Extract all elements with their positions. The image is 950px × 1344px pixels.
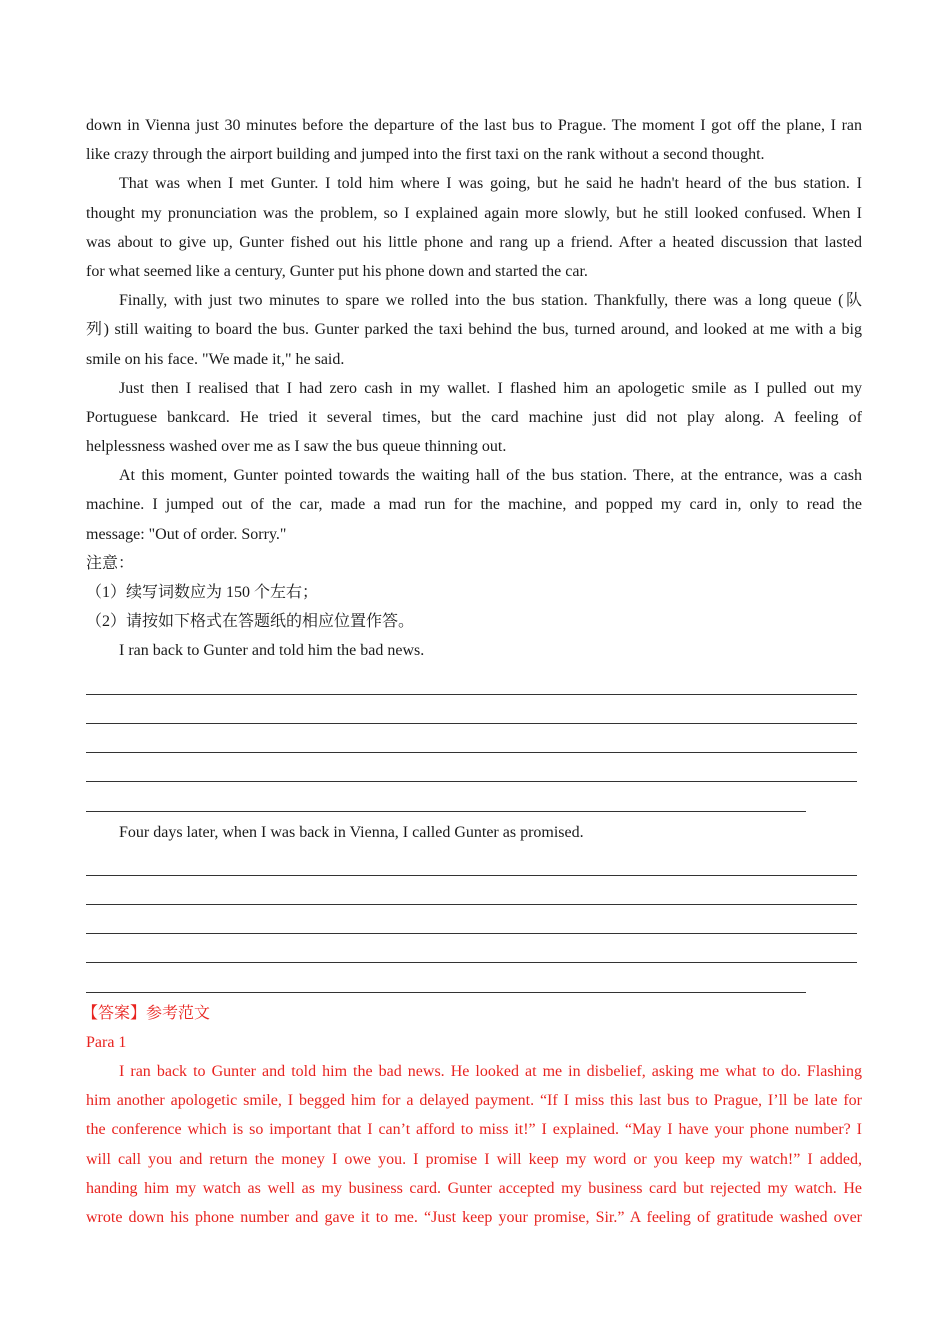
- story-line: At this moment, Gunter pointed towards the waiting hall of the bus station. There, at the entrance, was a cash: [119, 467, 862, 485]
- para2-start-sentence: Four days later, when I was back in Vienna, I called Gunter as promised.: [119, 823, 584, 841]
- story-line: was about to give up, Gunter fished out his little phone and rang up a friend. After a heated discussion that lasted: [86, 233, 862, 251]
- answer-line-text: handing him my watch as well as my business card. Gunter accepted my business card but rejected my watch. He: [86, 1179, 862, 1197]
- answer-line-text: I ran back to Gunter and told him the bad news. He looked at me in disbelief, asking me what to do. Flashing: [119, 1063, 862, 1080]
- answer-line[interactable]: [86, 730, 862, 759]
- notes-title: 注意：: [86, 554, 135, 572]
- note-item-1: （1）续写词数应为 150 个左右；: [86, 584, 319, 601]
- answer-line[interactable]: [86, 882, 862, 911]
- story-line: Finally, with just two minutes to spare we rolled into the bus station. Thankfully, there was a long queue (队: [119, 292, 862, 310]
- story-line: helplessness washed over me as I saw the bus queue thinning out.: [86, 438, 507, 456]
- document-page: [82, 111, 862, 1232]
- answer-para-label: Para 1: [86, 1033, 127, 1051]
- answer-line[interactable]: [86, 969, 862, 998]
- answer-line[interactable]: [86, 853, 862, 882]
- story-line: for what seemed like a century, Gunter put his phone down and started the car.: [86, 262, 588, 280]
- story-text: [86, 111, 862, 549]
- answer-line[interactable]: [86, 788, 862, 817]
- para1-start-sentence: I ran back to Gunter and told him the bad news.: [119, 642, 425, 660]
- answer-line[interactable]: [86, 940, 862, 969]
- answer-text: [86, 1057, 862, 1232]
- answer-line[interactable]: [86, 701, 862, 730]
- story-line: message: "Out of order. Sorry.": [86, 525, 287, 543]
- answer-line-text: him another apologetic smile, I begged him for a delayed payment. “If I miss this last bus to Prague, I’ll be late for: [86, 1092, 862, 1110]
- story-line: Just then I realised that I had zero cash in my wallet. I flashed him an apologetic smile as I pulled out my: [119, 379, 862, 397]
- answer-line-text: the conference which is so important that I can’t afford to miss it!” I explained. “May I have your phone number? I: [86, 1121, 862, 1139]
- story-line: machine. I jumped out of the car, made a mad run for the machine, and popped my card in, only to read the: [86, 496, 862, 514]
- story-line: 列) still waiting to board the bus. Gunter parked the taxi behind the bus, turned around, and looked at me with a big: [86, 321, 862, 339]
- story-line: smile on his face. "We made it," he said.: [86, 350, 345, 368]
- answer-line-text: wrote down his phone number and gave it to me. “Just keep your promise, Sir.” A feeling of gratitude washed over: [86, 1208, 862, 1226]
- story-line: down in Vienna just 30 minutes before the departure of the last bus to Prague. The moment I got off the plane, I ran: [86, 117, 862, 134]
- answer-line[interactable]: [86, 672, 862, 701]
- story-line: thought my pronunciation was the problem, so I explained again more slowly, but he still looked confused. When I: [86, 204, 862, 222]
- answer-heading: 【答案】参考范文: [82, 1004, 211, 1022]
- note-item-2: （2）请按如下格式在答题纸的相应位置作答。: [86, 613, 415, 631]
- answer-line-text: will call you and return the money I owe you. I promise I will keep my word or you keep my watch!” I added,: [86, 1150, 862, 1168]
- answer-line[interactable]: [86, 759, 862, 788]
- story-line: like crazy through the airport building and jumped into the first taxi on the rank without a second thought.: [86, 146, 765, 164]
- answer-line[interactable]: [86, 911, 862, 940]
- story-line: Portuguese bankcard. He tried it several times, but the card machine just did not play along. A feeling of: [86, 408, 862, 426]
- story-line: That was when I met Gunter. I told him where I was going, but he said he hadn't heard of the bus station. I: [119, 175, 862, 193]
